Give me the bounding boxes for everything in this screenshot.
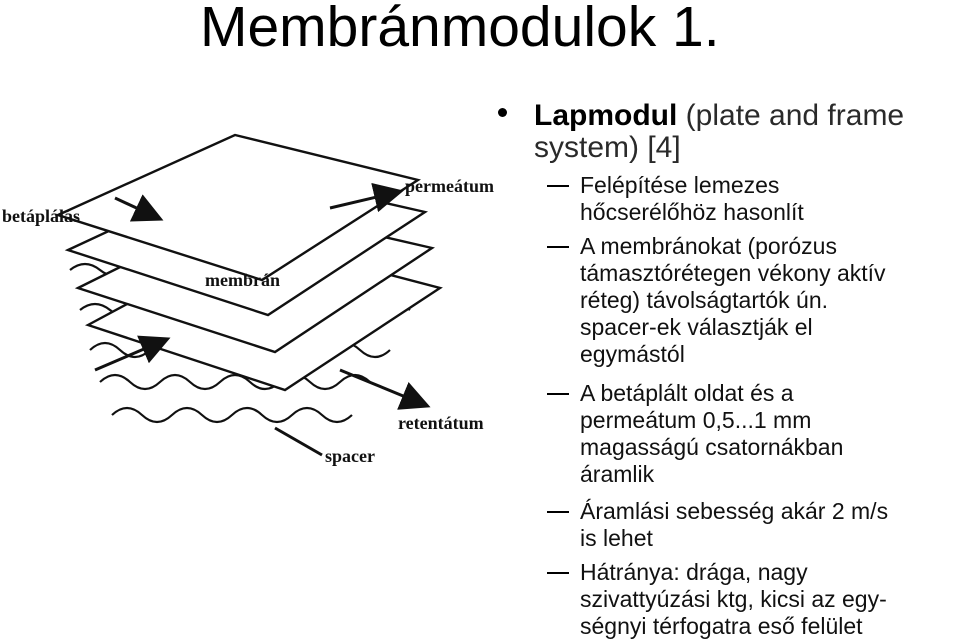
- membrane-label: membrán: [205, 270, 280, 290]
- bullet-rest-2: system) [4]: [534, 131, 681, 164]
- subitem-line: hőcserélőhöz hasonlít: [580, 199, 804, 225]
- dash-2: [547, 246, 569, 248]
- spacer-layer: [112, 408, 352, 422]
- dash-3: [547, 393, 569, 395]
- subitem-1: [580, 172, 960, 226]
- subitem-line: permeátum 0,5...1 mm: [580, 407, 812, 433]
- slide-title: Membránmodulok 1.: [200, 0, 720, 59]
- retentate-arrow: [340, 370, 425, 405]
- subitem-line: A membránokat (porózus: [580, 233, 837, 259]
- subitem-line: szivattyúzási ktg, kicsi az egy-: [580, 586, 887, 612]
- feed-label: betáplálás: [2, 206, 81, 226]
- bullet-rest-1: (plate and frame: [677, 99, 905, 132]
- subitem-2: [580, 233, 960, 368]
- bullet-bold-term: Lapmodul: [534, 99, 678, 132]
- dash-4: [547, 511, 569, 513]
- spacer-layer: [100, 375, 370, 389]
- dash-1: [547, 185, 569, 187]
- subitem-line: A betáplált oldat és a: [580, 380, 794, 406]
- bullet-plate-module: [534, 100, 904, 164]
- dash-5: [547, 572, 569, 574]
- spacer-label: spacer: [325, 446, 375, 466]
- bullet-dot: [498, 108, 507, 117]
- subitem-line: is lehet: [580, 525, 653, 551]
- spacer-pointer: [275, 428, 322, 455]
- permeate-label: permeátum: [405, 176, 494, 196]
- feed-arrow-lower: [95, 340, 165, 370]
- subitem-4: [580, 498, 960, 552]
- subitem-line: Áramlási sebesség akár 2 m/s: [580, 498, 889, 524]
- subitem-line: támasztórétegen vékony aktív: [580, 260, 886, 286]
- plate-module-diagram: [0, 120, 525, 490]
- subitem-line: Felépítése lemezes: [580, 172, 780, 198]
- subitem-line: réteg) távolságtartók ún.: [580, 287, 829, 313]
- subitem-line: áramlik: [580, 461, 655, 487]
- subitem-3: [580, 380, 960, 488]
- subitem-line: Hátránya: drága, nagy: [580, 559, 808, 585]
- subitem-line: magasságú csatornákban: [580, 434, 844, 460]
- subitem-line: ségnyi térfogatra eső felület: [580, 613, 863, 639]
- retentate-label: retentátum: [398, 413, 484, 433]
- subitem-line: spacer-ek választják el: [580, 314, 813, 340]
- subitem-5: [580, 559, 960, 640]
- membrane-sheets: [58, 135, 440, 390]
- subitem-line: egymástól: [580, 341, 685, 367]
